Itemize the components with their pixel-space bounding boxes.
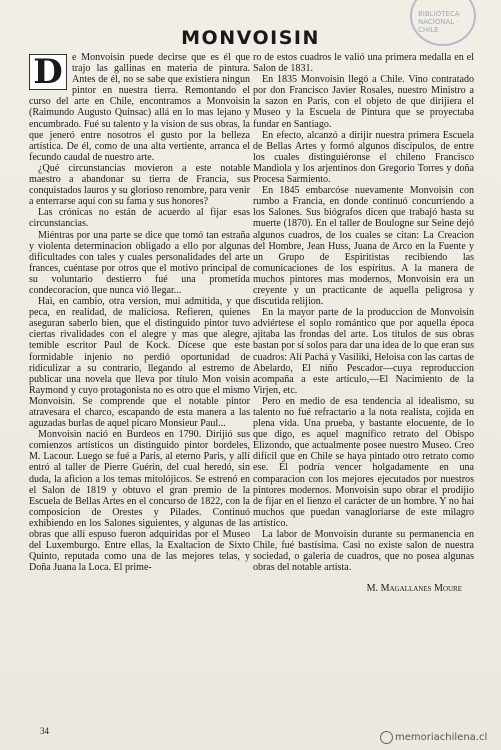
paragraph-9: En efecto, alcanzó a dirijir nuestra primera Escuela de Bellas Artes y formó algunos discípulos, de entre los cuales distinguiéronse el chileno Francisco Mandiola y los arjentinos don Gregorio Torres y doña Procesa Sarmiento.	[253, 129, 474, 186]
paragraph-5: Hai, en cambio, otra version, mui admitida, y que peca, en realidad, de maliciosa. Refieren, quienes aseguran saberlo bien, que el distinguido pintor tuvo ciertas rivalidades con el alegre y mas que alegre, temible escritor Paul de Kock. Dícese que este formidable injenio no perdió oportunidad de ridiculizar a su contrario, llegando al estremo de publicar una novela que lleva por título Mon voisin Raymond y cuyo protagonista no es otro que el mismo Monvoisin. Se comprende que el notable pintor atravesara el charco, escapando de esta manera a las aguzadas burlas de aquel pícaro Monsieur Paul...	[29, 296, 250, 430]
paragraph-10: En 1845 embarcóse nuevamente Monvoisin con rumbo a Francia, en donde continuó concurriendo a los Salones. Sus biógrafos dicen que trabajó hasta su muerte (1870). En el taller de Boulogne sur Seine dejó algunos cuadros, de los cuales se citan: La Creacion del Hombre, Jean Huss, Juana de Arco en la Fuente y un Grupo de Espiritistas recibiendo las comunicaciones de los espíritus. A la manera de muchos pintores mas modernos, Monvoisin era un creyente y un practicante de aquella peligrosa y discutida relijion.	[253, 185, 474, 308]
paragraph-12: Pero en medio de esa tendencia al idealismo, su talento no fué refractario a la nota realista, cojida en plena vida. Una prueba, y bastante elocuente, de lo que digo, es aquel magnífico retrato del Obispo Elizondo, que actualmente posee nuestro Museo. Creo difícil que en Chile se haya pintado otro retrato como ese. Él podría vencer holgadamente en una comparacion con los mejores ejecutados por nuestros pintores modernos. Monvoisin supo obrar el prodijio de fijar en el lienzo el carácter de un hombre. Y no hai muchos que puedan vanagloriarse de este milagro artístico.	[253, 395, 474, 529]
paragraph-text: e Monvoisin puede decirse que es él que trajo las gallinas en materia de pintura. Antes de él, no se sabe que existiera ningun pintor en nuestra tierra. Remontando el curso del arte en Chile, encontramos a Monvoisin (Raimundo Augusto Quinsac) allá en lo mas lejano y encumbrado. Fué su talento y la vision de sus obras, la que jeneró entre nosotros el gusto por la belleza artística. De él, como de una alta vertiente, arranca el fecundo caudal de nuestro arte.	[29, 52, 250, 163]
stamp-text: BIBLIOTECA NACIONAL · CHILE	[418, 10, 460, 34]
paragraph-2: ¿Qué circunstancias movieron a este notable maestro a abandonar su tierra de Francia, sus conquistados lauros y su glorioso renombre, para venir a enterrarse aquí con su fama y sus honores?	[29, 162, 250, 208]
right-column	[253, 52, 474, 595]
paragraph-1	[29, 52, 250, 163]
paragraph-11: En la mayor parte de la produccion de Monvoisin adviértese el soplo romántico que por aquella época ajitaba las frondas del arte. Los títulos de sus obras bastan por sí solos para dar una idea de lo que eran sus cuadros: Alí Pachá y Vasiliki, Heloisa con las cartas de Abelardo, El niño Pescador—cuya reproduccion acompaña a este artículo,—El Nacimiento de la Virjen, etc.	[253, 307, 474, 396]
article-title: MONVOISIN	[181, 27, 320, 49]
paragraph-7: ro de estos cuadros le valió una primera medalla en el Salon de 1831.	[253, 52, 474, 75]
left-column	[29, 52, 250, 573]
page-number: 34	[40, 726, 49, 736]
author-signature: M. Magallanes Moure	[366, 583, 462, 595]
paragraph-6: Monvoisin nació en Burdeos en 1790. Dirijió sus comienzos artísticos un distinguido pintor bordeles, M. Lacour. Luego se fué a Paris, al eterno Paris, y allí entró al taller de Pierre Guérin, del cual heredó, sin duda, la aficion a los temas mitolójicos. Se estrenó en el Salon de 1819 y obtuvo el gran premio de la Escuela de Bellas Artes en el concurso de 1822, con la composicion de Orestes y Pilades. Continuó exhibiendo en los Salones siguientes, y algunas de las obras que allí espuso fueron adquiridas por el Museo del Luxemburgo. Entre ellas, la Exaltacion de Sixto Quinto, reputada como una de las mejores telas, y Doña Juana la Loca. El prime-	[29, 429, 250, 574]
paragraph-13: La labor de Monvoisin durante su permanencia en Chile, fué bastísima. Casi no existe salon de nuestra sociedad, o galeria de cuadros, que no posea algunas obras del notable artista.	[253, 529, 474, 574]
dropcap: D	[29, 54, 67, 90]
paragraph-3: Las crónicas no están de acuerdo al fijar esas circunstancias.	[29, 207, 250, 230]
paragraph-4: Miéntras por una parte se dice que tomó tan estraña y violenta determinacion obligado a ello por algunas dificultades con tales y cuales personalidades del arte frances, cuéntase por otros que el motivo principal de su voluntario destierro fué una prometida condecoracion, que nunca vió llegar...	[29, 229, 250, 296]
paragraph-8: En 1835 Monvoisin llegó a Chile. Vino contratado por don Francisco Javier Rosales, nuestro Ministro a la sazon en Paris, con el objeto de que dirijiera el Museo y la Escuela de Pintura que se proyectaba fundar en Santiago.	[253, 74, 474, 130]
watermark-text: memoriachilena.cl	[395, 732, 488, 743]
watermark-logo-icon	[380, 731, 393, 744]
